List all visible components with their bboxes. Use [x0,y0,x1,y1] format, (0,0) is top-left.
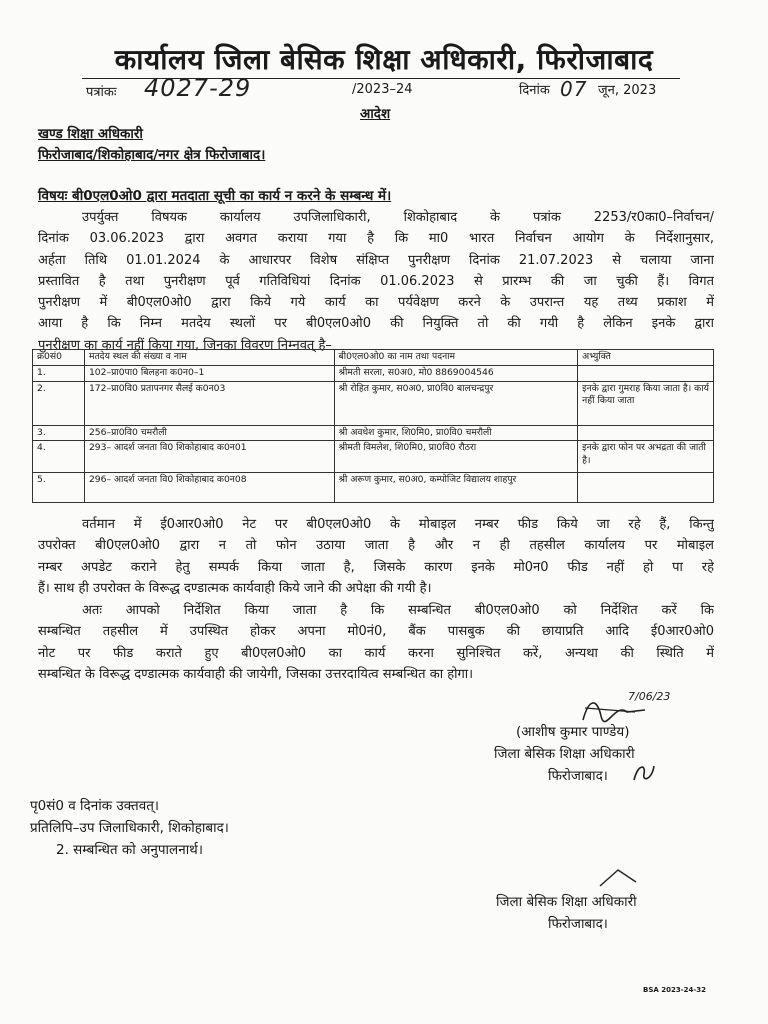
signature-date-handwritten: 7/06/23 [628,690,671,703]
second-signatory-place: फिरोजाबाद। [548,916,608,932]
cell-blo: श्री रोहित कुमार, स0अ0, प्रा0वि0 बालचन्द्रपुर [334,381,578,425]
second-signatory-designation: जिला बेसिक शिक्षा अधिकारी [496,894,637,910]
date-label: दिनांक [519,83,550,98]
table-row [33,473,714,503]
paragraph-1-line: पुनरीक्षण का कार्य नहीं किया गया, जिनका विवरण निम्नवत् है– [38,337,332,353]
ref-number-handwritten: 4027-29 [144,74,252,102]
paragraph-1 [38,207,714,356]
copy-compliance-line: 2. सम्बन्धित को अनुपालनार्थ। [56,842,203,858]
date-rest: जून, 2023 [598,83,657,98]
signatory-name: (आशीष कुमार पाण्डेय) [516,724,630,740]
cell-booth: 296– आदर्श जनता वि0 शिकोहाबाद क0न08 [84,473,334,503]
table-row [33,366,714,382]
cell-sno: 1. [33,366,85,382]
blo-details-table [32,349,714,503]
header-sno: क्र0सं0 [33,350,85,366]
cell-sno: 3. [33,425,85,441]
paragraph-2-line: नम्बर अपडेट कराने हेतु सम्पर्क किया जाता है, जिसके कारण इनके मो0न0 फीड नहीं हो पा रहे [38,559,714,575]
paragraph-1-line: आया है कि निम्न मतदेय स्थलों पर बी0एल0ओ0 की नियुक्ति तो की गयी है लेकिन इनके द्वारा [38,316,714,332]
paragraph-1-line: प्रस्तावित है तथा पुनरीक्षण पूर्व गतिविधियां दिनांक 01.06.2023 से प्रारम्भ की जा चुकी हैं। विगत [38,273,714,289]
table-row [33,381,714,425]
cell-remark [578,425,714,441]
cell-remark: इनके द्वारा फोन पर अभद्रता की जाती है। [578,441,714,473]
second-signature-scribble [596,862,646,892]
header-booth: मतदेय स्थल की संख्या व नाम [84,350,334,366]
office-title: कार्यालय जिला बेसिक शिक्षा अधिकारी, फिरोजाबाद [114,43,654,76]
ref-suffix: /2023–24 [352,82,413,97]
paragraph-1-line: अर्हता तिथि 01.01.2024 के आधारपर विशेष संक्षिप्त पुनरीक्षण दिनांक 21.07.2023 से चलाया जाना [38,252,714,268]
header-blo: बी0एल0ओ0 का नाम तथा पदनाम [334,350,578,366]
cell-booth: 172–प्रा0वि0 प्रतापनगर सैलई क0न03 [84,381,334,425]
paragraph-2 [38,514,714,599]
document-code: BSA 2023-24-32 [643,986,707,994]
copy-ref-line: पृ0सं0 व दिनांक उक्तवत्। [30,798,160,814]
table-header-row [33,350,714,366]
copy-to-line: प्रतिलिपि–उप जिलाधिकारी, शिकोहाबाद। [30,820,229,836]
date-day-handwritten: 07 [560,77,588,101]
signatory-designation: जिला बेसिक शिक्षा अधिकारी [494,746,635,762]
order-heading: आदेश [360,106,391,122]
cell-blo: श्री अरूण कुमार, स0अ0, कम्पोजिट विद्यालय शाहपुर [334,473,578,503]
paragraph-1-line: उपर्युक्त विषयक कार्यालय उपजिलाधिकारी, शिकोहाबाद के पत्रांक 2253/र0का0–निर्वाचन/ [82,210,714,225]
cell-booth: 256–प्रा0वि0 चमरौली [84,425,334,441]
subject-line: विषयः बी0एल0ओ0 द्वारा मतदाता सूची का कार्य न करने के सम्बन्ध में। [38,188,392,204]
cell-remark [578,473,714,503]
addressee-line1: खण्ड शिक्षा अधिकारी [38,126,143,142]
cell-sno: 4. [33,441,85,473]
cell-sno: 2. [33,381,85,425]
paragraph-3-line: नोट पर फीड कराते हुए बी0एल0ओ0 का कार्य करना सुनिश्चित करें, अन्यथा की स्थिति में [38,645,714,661]
table-row [33,425,714,441]
initial-mark [630,760,660,786]
paragraph-3-line: सम्बन्धित के विरूद्ध दण्डात्मक कार्यवाही की जायेगी, जिसका उत्तरदायित्व सम्बन्धित का होगा। [38,666,474,682]
paragraph-2-line: हैं। साथ ही उपरोक्त के विरूद्ध दण्डात्मक कार्यवाही किये जाने की अपेक्षा की गयी है। [38,580,432,596]
cell-remark: इनके द्वारा गुमराह किया जाता है। कार्य नहीं किया जाता [578,381,714,425]
paragraph-3-line: सम्बन्धित तहसील में उपस्थित होकर अपना मो0नं0, बैंक पासबुक की छायाप्रति आदि ई0आर0ओ0 [38,624,714,640]
paragraph-2-line: वर्तमान में ई0आर0ओ0 नेट पर बी0एल0ओ0 के मोबाइल नम्बर फीड किये जा रहे हैं, किन्तु [82,517,714,532]
cell-booth: 293– आदर्श जनता वि0 शिकोहाबाद क0न01 [84,441,334,473]
header-remark: अभ्युक्ति [578,350,714,366]
paragraph-1-line: पुनरीक्षण में बी0एल0ओ0 द्वारा किये गये कार्य का पर्यवेक्षण करने के उपरान्त यह तथ्य प्रकाश में [38,295,714,311]
ref-label: पत्रांकः [86,85,117,100]
cell-blo: श्री अवधेश कुमार, शि0मि0, प्रा0वि0 चमरौली [334,425,578,441]
cell-remark [578,366,714,382]
paragraph-3 [38,600,714,685]
cell-booth: 102–प्रा0पा0 बिलहना क0न0–1 [84,366,334,382]
cell-sno: 5. [33,473,85,503]
paragraph-1-line: दिनांक 03.06.2023 द्वारा अवगत कराया गया है कि मा0 भारत निर्वाचन आयोग के निर्देशानुसार, [38,231,714,247]
cell-blo: श्रीमती विमलेश, शि0मि0, प्रा0वि0 रौठरा [334,441,578,473]
paragraph-2-line: उपरोक्त बी0एल0ओ0 द्वारा न तो फोन उठाया जाता है और न ही तहसील कार्यालय पर मोबाइल [38,538,714,554]
signatory-place: फिरोजाबाद। [548,768,608,784]
cell-blo: श्रीमती सरला, स0अ0, मो0 8869004546 [334,366,578,382]
addressee-line2: फिरोजाबाद/शिकोहाबाद/नगर क्षेत्र फिरोजाबाद। [38,147,266,163]
table-row [33,441,714,473]
paragraph-3-line: अतः आपको निर्देशित किया जाता है कि सम्बन्धित बी0एल0ओ0 को निर्देशित करें कि [82,603,714,618]
